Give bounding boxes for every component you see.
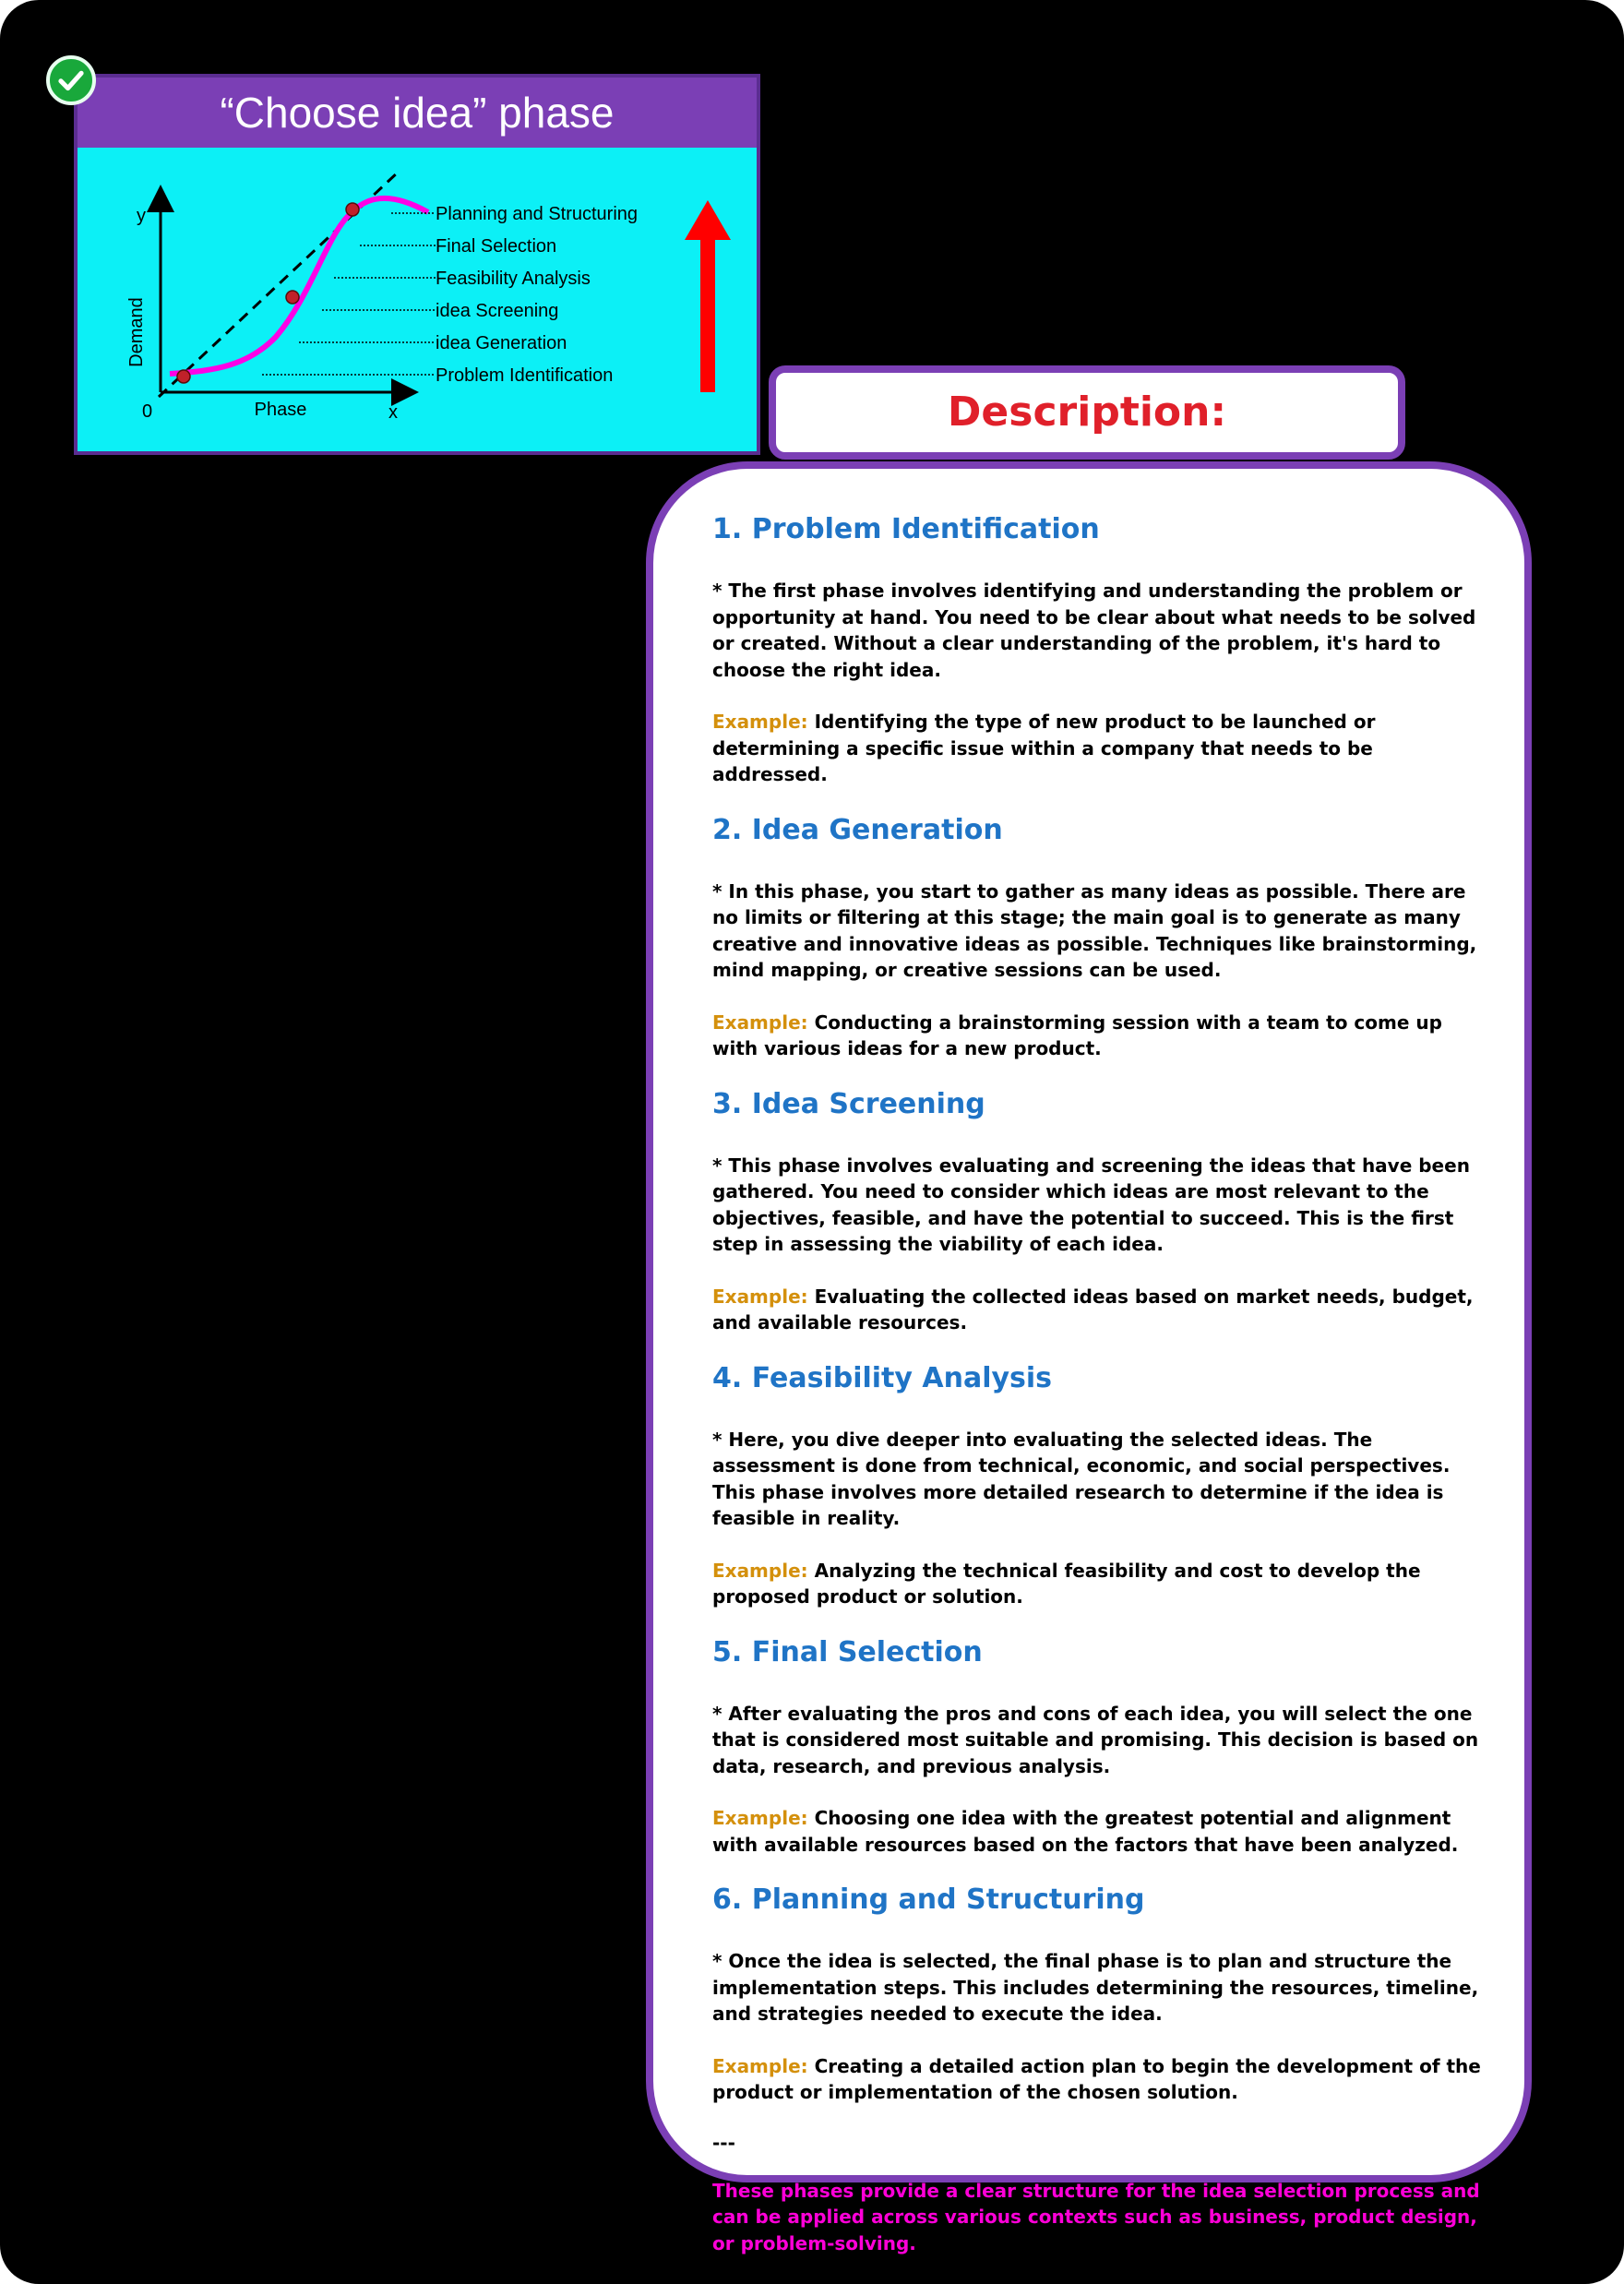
section-example	[712, 1805, 1487, 1858]
example-label: Example:	[712, 2054, 808, 2077]
y-axis-letter: y	[137, 206, 146, 226]
section-title: 1. Problem Identification	[712, 513, 1100, 545]
divider: ---	[712, 2131, 735, 2154]
section-title: 2. Idea Generation	[712, 813, 1003, 846]
phase-label: Problem Identification	[436, 365, 614, 386]
section-final-selection	[712, 1636, 1487, 1859]
section-title: 4. Feasibility Analysis	[712, 1361, 1053, 1394]
phase-label: Feasibility Analysis	[436, 269, 591, 289]
section-idea-generation	[712, 814, 1487, 1062]
section-body: * Here, you dive deeper into evaluating the selected ideas. The assessment is done from technical, economic, and social perspectives. This phase involves more detailed research to determine if the idea is feasible in reality.	[712, 1428, 1451, 1529]
curve-point-3	[346, 203, 359, 216]
example-text: Conducting a brainstorming session with a team to come up with various ideas for a new product.	[712, 1010, 1442, 1059]
example-text: Analyzing the technical feasibility and cost to develop the proposed product or solution.	[712, 1559, 1421, 1608]
section-body: * After evaluating the pros and cons of each idea, you will select the one that is considered most suitable and promising. This decision is based on data, research, and previous analysis.	[712, 1702, 1479, 1777]
closing-note: These phases provide a clear structure for the idea selection process and can be applied across various contexts such as business, product design, or problem-solving.	[712, 2179, 1480, 2254]
section-problem-identification	[712, 513, 1487, 788]
phase-card	[74, 74, 760, 455]
curve-point-2	[286, 291, 299, 304]
phase-label: Planning and Structuring	[436, 204, 639, 224]
origin-label: 0	[142, 401, 153, 422]
section-title: 3. Idea Screening	[712, 1087, 985, 1120]
section-example	[712, 1010, 1487, 1062]
curve-point-1	[177, 370, 190, 383]
example-label: Example:	[712, 1559, 808, 1582]
example-label: Example:	[712, 1807, 808, 1829]
s-curve	[170, 198, 428, 374]
section-body: * In this phase, you start to gather as many ideas as possible. There are no limits or filtering at this stage; the main goal is to generate as many creative and innovative ideas as possible. Techniques like brainstorming, mind mapping, or creative sessions can be used.	[712, 879, 1477, 981]
phase-label: idea Screening	[436, 301, 559, 321]
section-planning-structuring	[712, 1883, 1487, 2106]
example-label: Example:	[712, 1285, 808, 1308]
x-axis-letter: x	[388, 402, 398, 423]
section-example	[712, 2053, 1487, 2106]
section-title: 5. Final Selection	[712, 1635, 983, 1668]
phase-diagram	[78, 148, 757, 451]
description-heading: Description:	[769, 365, 1405, 460]
section-feasibility-analysis	[712, 1362, 1487, 1610]
y-axis-label: Demand	[126, 297, 147, 367]
example-text: Creating a detailed action plan to begin the development of the product or implementation of the chosen solution.	[712, 2054, 1481, 2103]
section-example	[712, 1284, 1487, 1336]
phase-label: idea Generation	[436, 333, 567, 353]
example-text: Evaluating the collected ideas based on market needs, budget, and available resources.	[712, 1285, 1474, 1333]
phase-title: “Choose idea” phase	[78, 78, 757, 148]
section-example	[712, 1558, 1487, 1610]
description-content	[712, 513, 1487, 2256]
example-text: Choosing one idea with the greatest potential and alignment with available resources based on the factors that have been analyzed.	[712, 1807, 1459, 1856]
section-example	[712, 709, 1487, 788]
phase-label: Final Selection	[436, 236, 557, 257]
x-axis-label: Phase	[254, 400, 307, 420]
section-body: * Once the idea is selected, the final phase is to plan and structure the implementation steps. This includes determining the resources, timeline, and strategies needed to execute the idea.	[712, 1950, 1479, 2025]
section-idea-screening	[712, 1088, 1487, 1336]
example-text: Identifying the type of new product to be launched or determining a specific issue within a company that needs to be addressed.	[712, 711, 1376, 785]
up-arrow-icon	[685, 200, 731, 392]
example-label: Example:	[712, 1010, 808, 1034]
checkmark-icon	[46, 55, 96, 105]
section-title: 6. Planning and Structuring	[712, 1883, 1145, 1916]
example-label: Example:	[712, 711, 808, 733]
section-body: * This phase involves evaluating and screening the ideas that have been gathered. You need to consider which ideas are most relevant to the objectives, feasible, and have the potential to succeed. This is the first step in assessing the viability of each idea.	[712, 1154, 1470, 1255]
section-body: * The first phase involves identifying and understanding the problem or opportunity at hand. You need to be clear about what needs to be solved or created. Without a clear understanding of the problem, it's hard to choose the right idea.	[712, 580, 1476, 681]
